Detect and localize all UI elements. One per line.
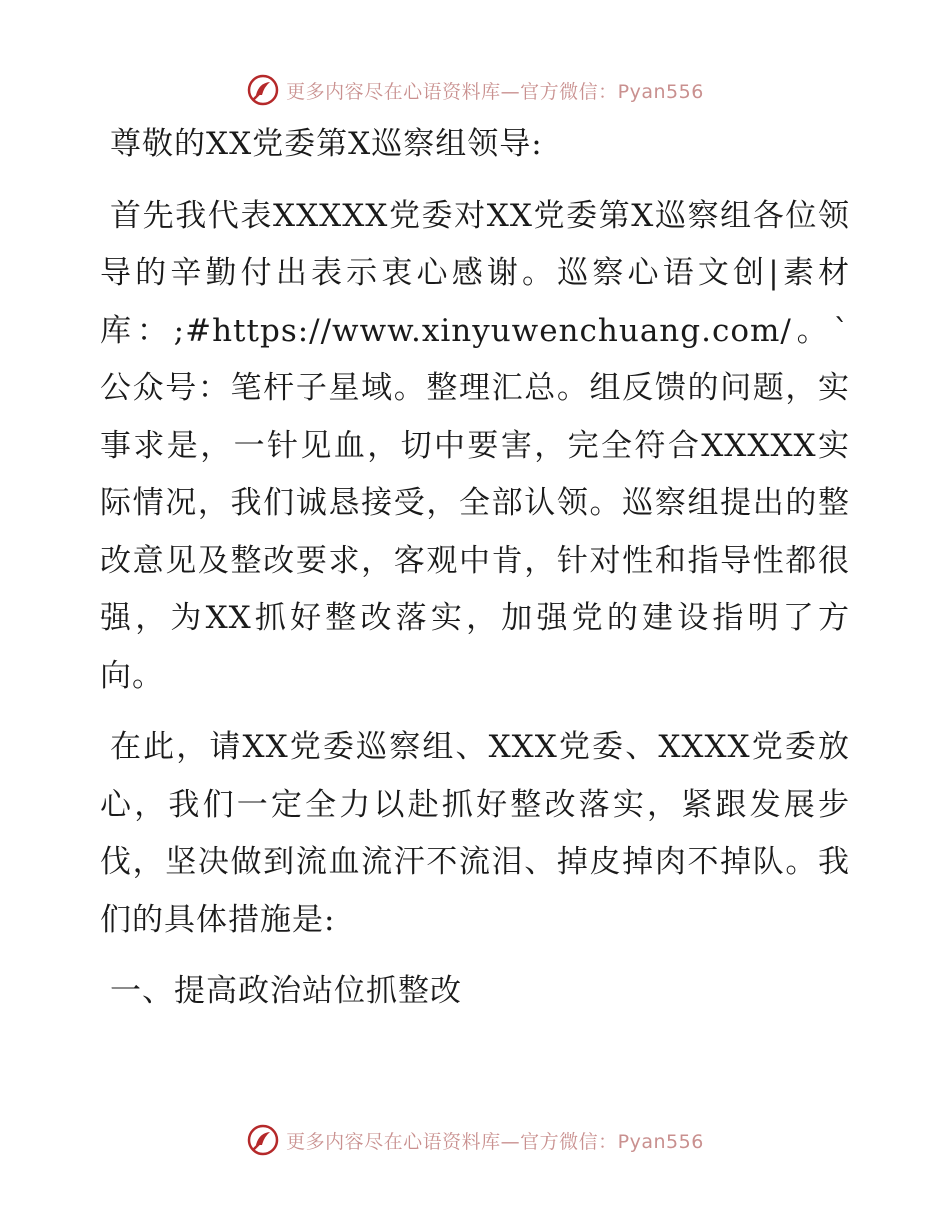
brand-logo-icon xyxy=(246,73,280,107)
salutation: 尊敬的XX党委第X巡察组领导: xyxy=(110,126,543,162)
document-body xyxy=(100,116,850,1021)
watermark-text: 更多内容尽在心语资料库—官方微信：Pyan556 xyxy=(286,80,704,103)
watermark-text: 更多内容尽在心语资料库—官方微信：Pyan556 xyxy=(286,1130,704,1153)
header-watermark xyxy=(0,72,950,108)
section-heading: 一、提高政治站位抓整改 xyxy=(110,973,462,1009)
paragraph-1: 首先我代表XXXXX党委对XX党委第X巡察组各位领导的辛勤付出表示衷心感谢。巡察心语文创|素材库：;#https://www.xinyuwenchuang.com/。`公众号：笔杆子星域。整理汇总。组反馈的问题，实事求是，一针见血，切中要害，完全符合XXXXX实际情况，我们诚恳接受，全部认领。巡察组提出的整改意见及整改要求，客观中肯，针对性和指导性都很强，为XX抓好整改落实，加强党的建设指明了方向。 xyxy=(100,197,850,694)
footer-watermark xyxy=(0,1122,950,1158)
brand-logo-icon xyxy=(246,1123,280,1157)
paragraph-2: 在此，请XX党委巡察组、XXX党委、XXXX党委放心，我们一定全力以赴抓好整改落实，紧跟发展步伐，坚决做到流血流汗不流泪、掉皮掉肉不掉队。我们的具体措施是: xyxy=(100,729,850,938)
